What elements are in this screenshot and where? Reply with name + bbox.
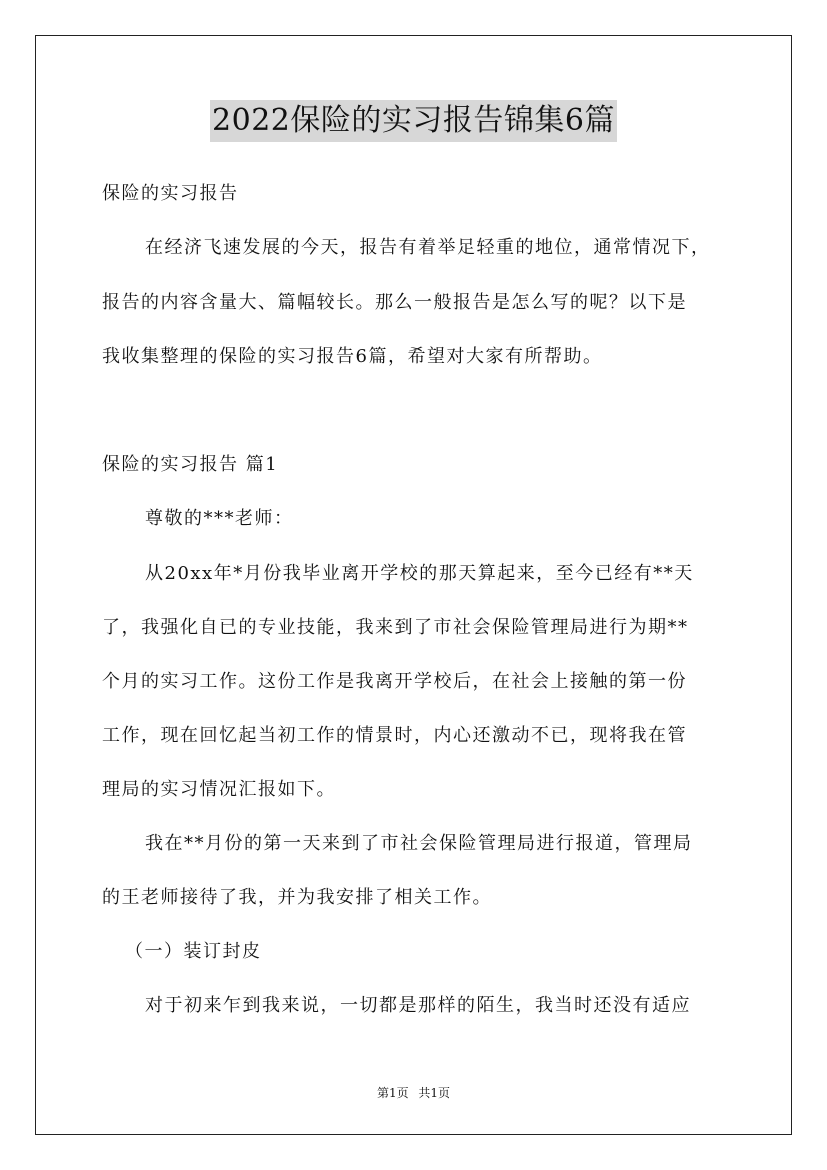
para1-line-4: 工作，现在回忆起当初工作的情景时，内心还激动不已，现将我在管 [102,725,687,746]
intro-line-3: 我收集整理的保险的实习报告6篇，希望对大家有所帮助。 [102,346,603,367]
para2-line-1: 我在**月份的第一天来到了市社会保险管理局进行报道，管理局 [145,833,693,854]
section-heading: 保险的实习报告 篇1 [102,454,279,475]
title-container [0,100,827,142]
page-number: 第1页 [376,1086,409,1100]
document-title: 2022保险的实习报告锦集6篇 [210,100,617,142]
para2-line-2: 的王老师接待了我，并为我安排了相关工作。 [102,887,492,908]
document-heading: 保险的实习报告 [102,183,239,204]
para3-line-1: 对于初来乍到我来说，一切都是那样的陌生，我当时还没有适应 [145,995,691,1016]
subheading: （一）装订封皮 [125,941,262,962]
para1-line-1: 从20xx年*月份我毕业离开学校的那天算起来，至今已经有**天 [145,563,694,584]
para1-line-5: 理局的实习情况汇报如下。 [102,779,336,800]
para1-line-2: 了，我强化自已的专业技能，我来到了市社会保险管理局进行为期** [102,617,689,638]
page-total: 共1页 [418,1086,451,1100]
salutation: 尊敬的***老师： [145,508,294,529]
para1-line-3: 个月的实习工作。这份工作是我离开学校后，在社会上接触的第一份 [102,671,687,692]
intro-line-1: 在经济飞速发展的今天，报告有着举足轻重的地位，通常情况下， [145,237,711,258]
page-footer [0,1085,827,1101]
intro-line-2: 报告的内容含量大、篇幅较长。那么一般报告是怎么写的呢？以下是 [102,292,687,313]
